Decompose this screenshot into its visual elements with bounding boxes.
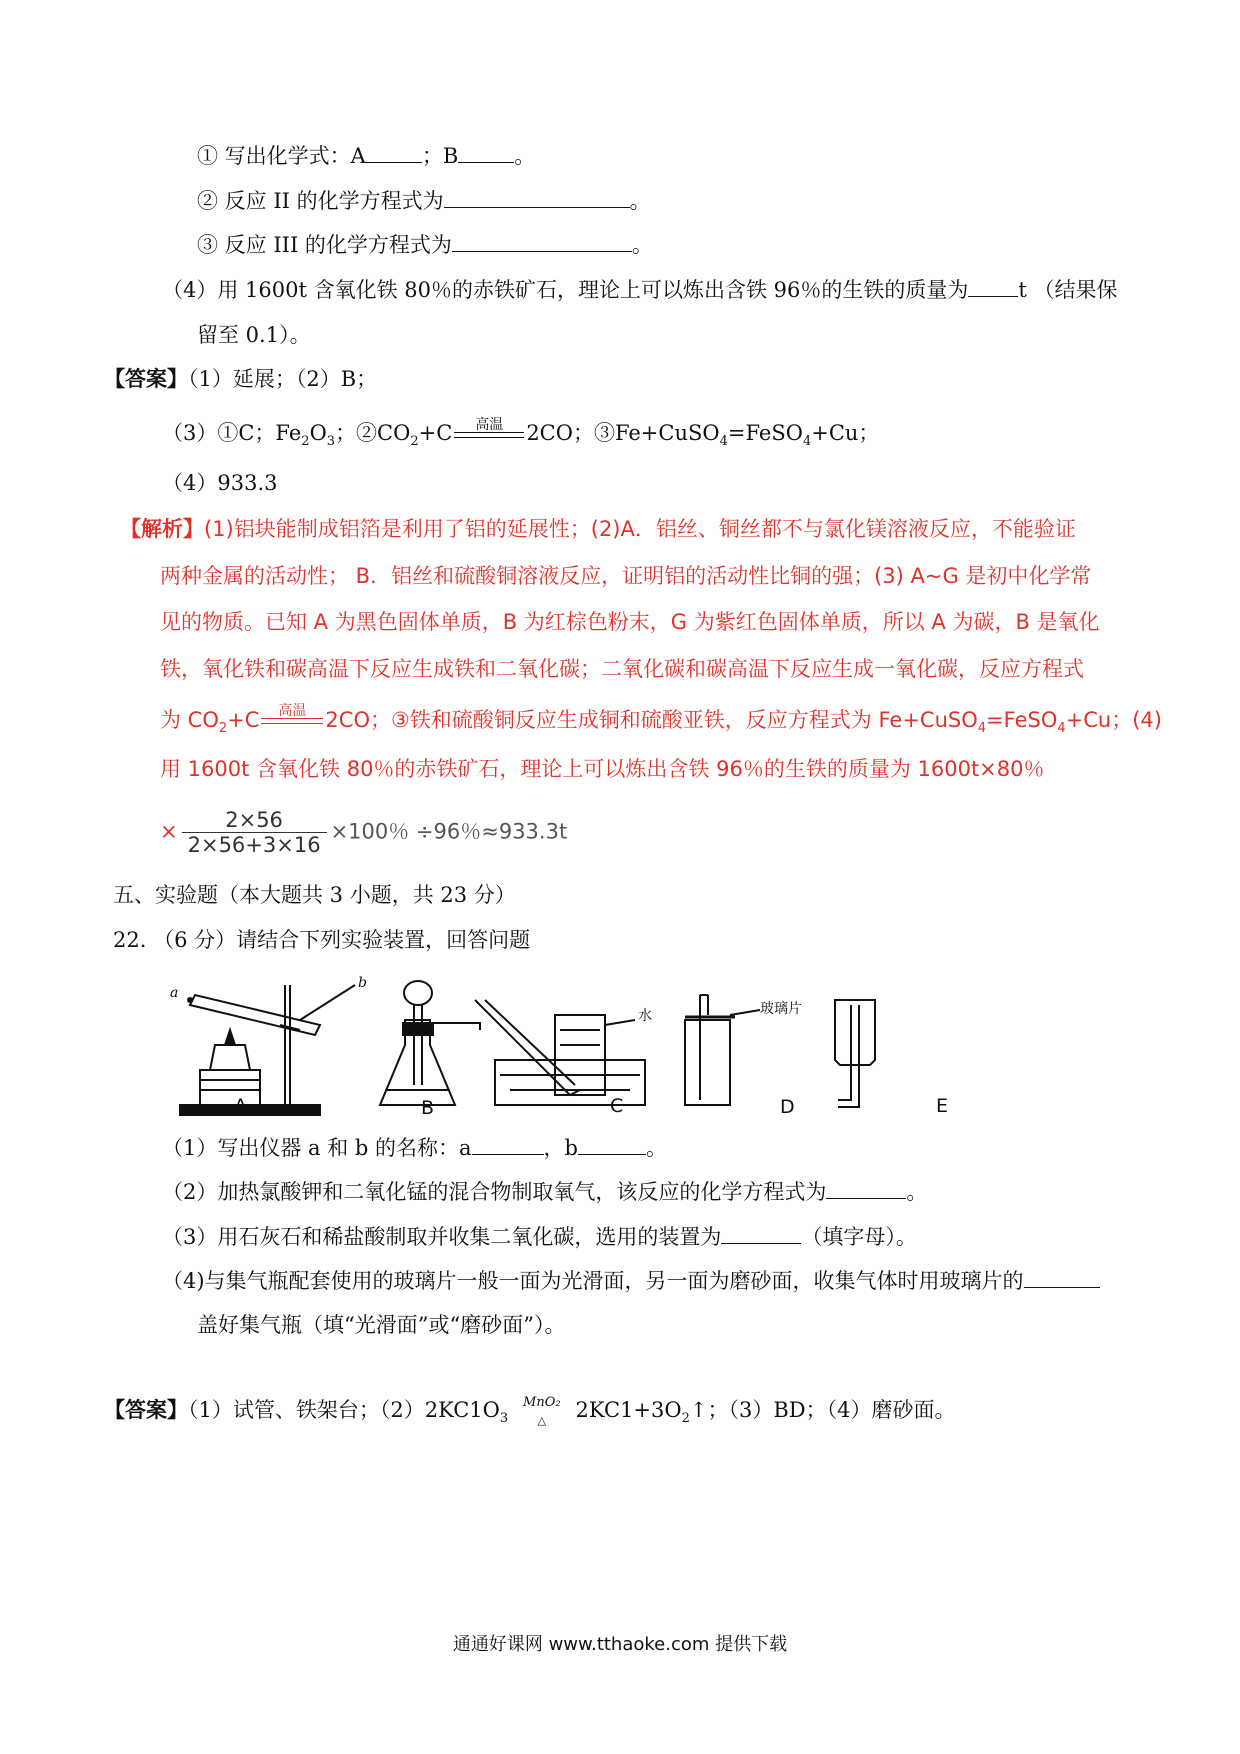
q22-sub4: （4)与集气瓶配套使用的玻璃片一般一面为光滑面，另一面为磨砂面，收集气体时用玻璃片的 [162, 1266, 1100, 1296]
q22-answer: 【答案】（1）试管、铁架台；$(2)2KC1O_3$ MnO₂ △ $2KC1+3O_2↑$；（3）BD；（4）磨砂面。 [104, 1394, 956, 1427]
figure-label-c: C [610, 1095, 624, 1117]
apparatus-b [380, 981, 480, 1105]
q21-analysis-line5: 为 $CO_2+C$ 高温 2CO；③铁和硫酸铜反应生成铜和硫酸亚铁，反应方程式为 Fe+CuSO$_4$=FeSO$_4$+Cu；(4) [160, 703, 1162, 737]
figure-label-a: A [234, 1095, 247, 1117]
mass-fraction: $\frac{2\times 56}{2\times 56+3\times 16}$ [182, 808, 327, 857]
q22-stem: 22. （6 分）请结合下列实验装置，回答问题 [113, 928, 531, 952]
q21-analysis-line2: 两种金属的活动性； B．铝丝和硫酸铜溶液反应，证明铝的活动性比铜的强；(3) A~G 是初中化学常 [160, 564, 1092, 588]
apparatus-d [685, 995, 760, 1105]
label-b: b [358, 975, 367, 991]
q22-sub3: （3）用石灰石和稀盐酸制取并收集二氧化碳，选用的装置为 （填字母）。 [162, 1225, 917, 1249]
answer-label: 【答案】 [104, 1397, 188, 1422]
page-footer: 通通好课网 www.tthaoke.com 提供下载 [452, 1634, 788, 1655]
q22-sub2: （2）加热氯酸钾和二氧化锰的混合物制取氧气，该反应的化学方程式为 。 [162, 1180, 928, 1204]
q21-sub3-item2: ② 反应 II 的化学方程式为 。 [197, 189, 651, 213]
reaction-condition-arrow: 高温 [454, 428, 524, 442]
q21-analysis-line1: 【解析】(1)铝块能制成铝箔是利用了铝的延展性；(2)A．铝丝、铜丝都不与氯化镁溶液反应，不能验证 [120, 517, 1076, 541]
apparatus-c [475, 1000, 645, 1105]
q22-sub4-line2: 盖好集气瓶（填“光滑面”或“磨砂面”）。 [197, 1313, 566, 1337]
figure-label-e: E [936, 1095, 949, 1117]
figure-label-b: B [421, 1097, 435, 1119]
q21-sub4-line1: （4）用 1600t 含氧化铁 80％的赤铁矿石，理论上可以炼出含铁 96％的生铁的质量为 t （结果保 [162, 278, 1118, 302]
q21-analysis-line6: 用 1600t 含氧化铁 80％的赤铁矿石，理论上可以炼出含铁 96％的生铁的质量为 1600t×80％ [160, 757, 1045, 781]
lab-apparatus-figure [170, 975, 1010, 1145]
apparatus-e [835, 1000, 875, 1107]
figure-label-d: D [780, 1096, 795, 1118]
water-label: 水 [638, 1008, 652, 1024]
catalyst-condition: MnO₂ △ [523, 1394, 561, 1427]
q21-sub3-item3: ③ 反应 III 的化学方程式为 。 [197, 233, 653, 257]
analysis-label: 【解析】 [120, 517, 204, 541]
apparatus-a [180, 985, 355, 1115]
reaction-condition-arrow: 高温 [261, 714, 323, 728]
q22-sub1: （1）写出仪器 a 和 b 的名称：a ，b 。 [162, 1136, 667, 1160]
q21-sub3-item1: ① 写出化学式：A ；B 。 [197, 144, 536, 168]
q21-answer-line1: 【答案】（1）延展；（2）B； [104, 366, 378, 391]
q21-analysis-calc: × $\frac{2\times 56}{2\times 56+3\times 16}$ ×100％ ÷96％≈933.3t [160, 808, 568, 857]
q21-sub4-line2: 留至 0.1）。 [197, 323, 311, 347]
q21-answer-line2: （3）①C；$Fe_2O_3$；$②CO_2+C$ 高温 2CO；③Fe+CuSO$_4$=FeSO$_4$+Cu； [162, 416, 880, 450]
answer-label: 【答案】 [104, 366, 188, 391]
glass-label: 玻璃片 [760, 1001, 802, 1017]
q21-analysis-line4: 铁，氧化铁和碳高温下反应生成铁和二氧化碳；二氧化碳和碳高温下反应生成一氧化碳，反应方程式 [160, 657, 1084, 681]
label-a: a [170, 985, 179, 1001]
q21-analysis-line3: 见的物质。已知 A 为黑色固体单质，B 为红棕色粉末，G 为紫红色固体单质，所以 A 为碳，B 是氧化 [160, 610, 1100, 634]
q21-answer-line3: （4）933.3 [162, 471, 278, 495]
section-title: 五、实验题（本大题共 3 小题，共 23 分） [113, 883, 516, 907]
